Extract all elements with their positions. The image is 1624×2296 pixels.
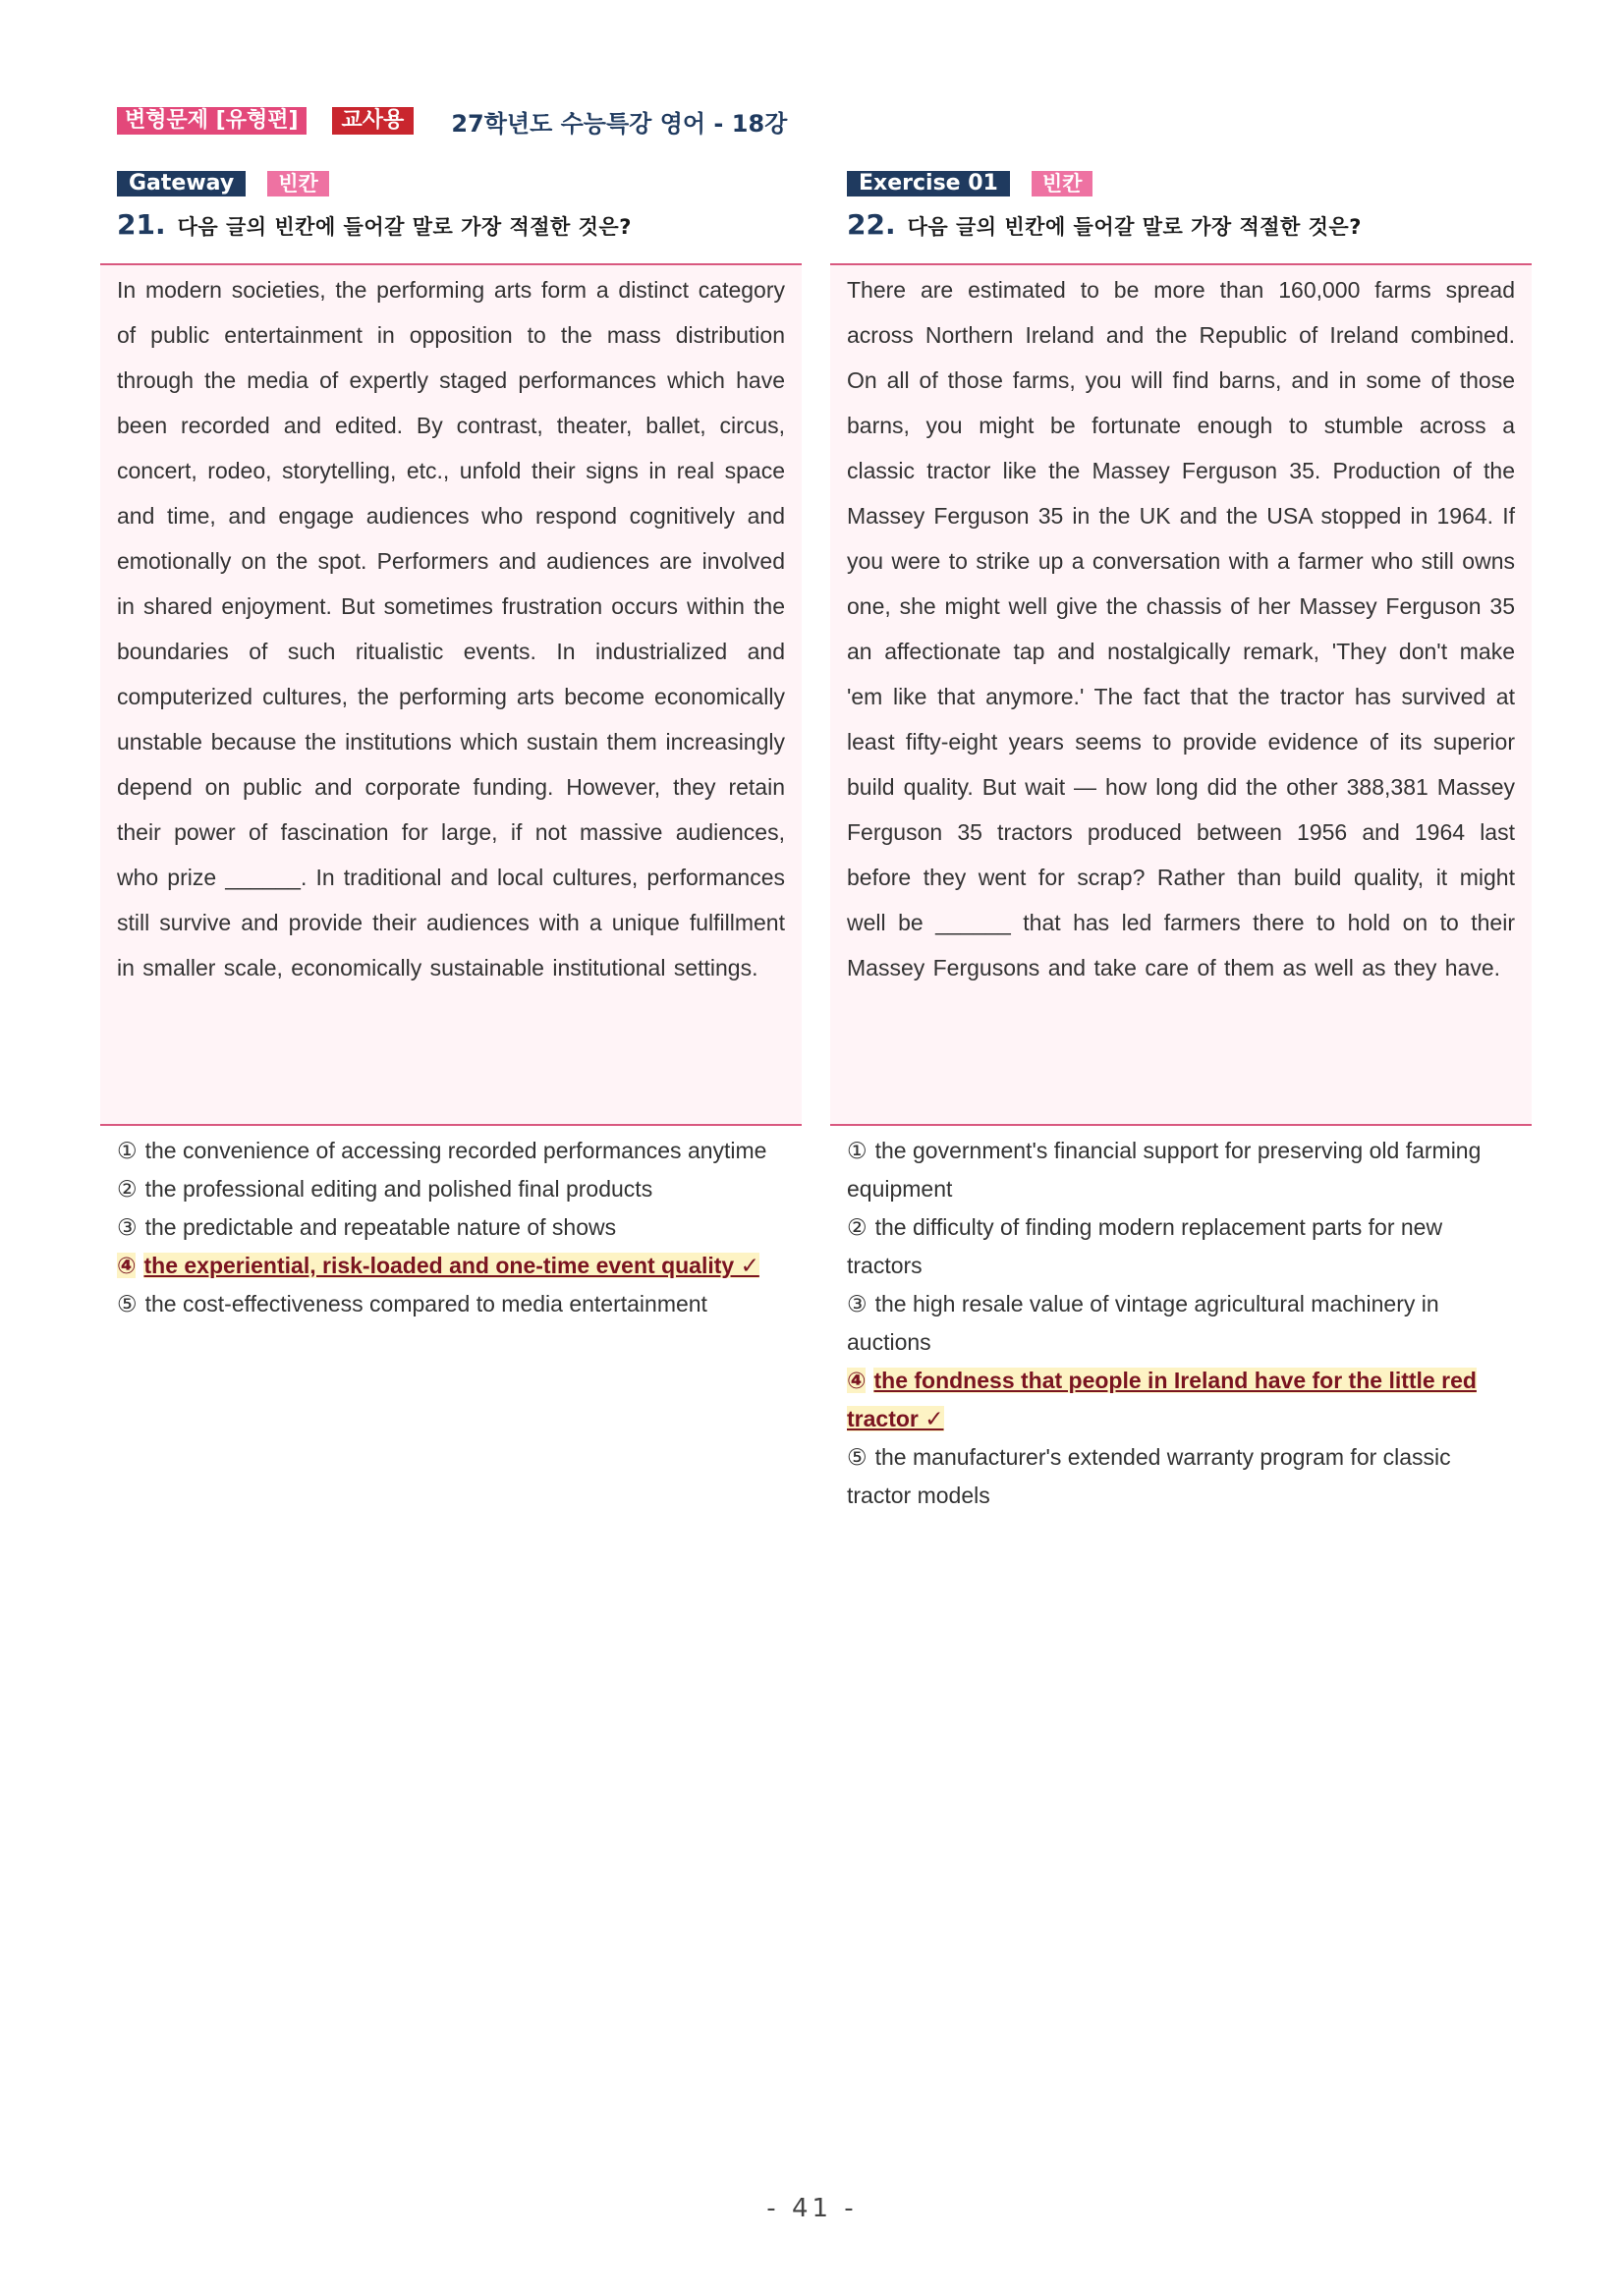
option-mark: ③ [847,1291,868,1316]
option-mark: ④ [847,1368,867,1393]
option-text: the professional editing and polished final products [144,1176,653,1202]
passage-box [830,263,1532,1126]
type-label: 빈칸 [1032,171,1093,196]
question-labels [830,169,1532,198]
option-5[interactable] [117,1285,785,1323]
question-prompt [100,208,802,248]
option-text: the predictable and repeatable nature of shows [144,1214,617,1240]
option-mark: ④ [117,1253,137,1278]
option-mark: ⑤ [117,1291,138,1316]
option-2[interactable] [117,1170,785,1208]
option-text: the fondness that people in Ireland have for the little red tractor ✓ [847,1368,1477,1431]
question-prompt [830,208,1532,248]
type-tag: 변형문제 [유형편] [117,107,307,135]
option-text: the convenience of accessing recorded performances anytime [144,1138,767,1163]
page-title: 27학년도 수능특강 영어 - 18강 [451,109,788,138]
question-text: 다음 글의 빈칸에 들어갈 말로 가장 적절한 것은? [907,215,1362,239]
question-labels [100,169,802,198]
section-label: Gateway [117,171,246,196]
type-label: 빈칸 [267,171,329,196]
option-5[interactable] [847,1438,1515,1515]
option-3[interactable] [117,1208,785,1247]
option-mark: ③ [117,1214,138,1240]
passage-text: In modern societies, the performing arts form a distinct category of public entertainment in opposition to the mass distribution through the media of expertly staged performances which have been recorded and edited. By contrast, theater, ballet, circus, concert, rodeo, storytelling, etc., unfold their signs in real space and time, and engage audiences who respond cognitively and emotionally on the spot. Performers and audiences are involved in shared enjoyment. But sometimes frustration occurs within the boundaries of such ritualistic events. In industrialized and computerized cultures, the performing arts become economically unstable because the institutions which sustain them increasingly depend on public and corporate funding. However, they retain their power of fascination for large, if not massive audiences, who prize ______. In traditional and local cultures, performances still survive and provide their audiences with a unique fulfillment in smaller scale, economically sustainable institutional settings. [117,277,785,980]
option-3[interactable] [847,1285,1515,1362]
option-text: the government's financial support for preserving old farming equipment [847,1138,1482,1202]
option-2[interactable] [847,1208,1515,1285]
section-label: Exercise 01 [847,171,1010,196]
question-22-column [830,169,1532,1515]
option-mark: ① [847,1138,868,1163]
option-mark: ① [117,1138,138,1163]
option-1[interactable] [847,1132,1515,1208]
option-text: the experiential, risk-loaded and one-time event quality ✓ [143,1253,759,1278]
option-text: the manufacturer's extended warranty program for classic tractor models [847,1444,1451,1508]
option-4-correct[interactable] [117,1247,785,1285]
option-mark: ⑤ [847,1444,868,1470]
passage-text: There are estimated to be more than 160,000 farms spread across Northern Ireland and the Republic of Ireland combined. On all of those farms, you will find barns, and in some of those barns, you might be fortunate enough to stumble across a classic tractor like the Massey Ferguson 35. Production of the Massey Ferguson 35 in the UK and the USA stopped in 1964. If you were to strike up a conversation with a farmer who still owns one, she might well give the chassis of her Massey Ferguson 35 an affectionate tap and nostalgically remark, 'They don't make 'em like that anymore.' The fact that the tractor has survived at least fifty-eight years seems to provide evidence of its superior build quality. But wait — how long did the other 388,381 Massey Ferguson 35 tractors produced between 1956 and 1964 last before they went for scrap? Rather than build quality, it might well be ______ that has led farmers there to hold on to their Massey Fergusons and take care of them as well as they have. [847,277,1515,980]
option-1[interactable] [117,1132,785,1170]
question-number: 21. [117,208,166,241]
question-21-column [100,169,802,1323]
audience-tag: 교사용 [332,107,415,135]
option-text: the cost-effectiveness compared to media entertainment [144,1291,707,1316]
question-number: 22. [847,208,896,241]
question-text: 다음 글의 빈칸에 들어갈 말로 가장 적절한 것은? [177,215,632,239]
passage-box [100,263,802,1126]
page-number: - 41 - [766,2194,858,2223]
option-text: the high resale value of vintage agricultural machinery in auctions [847,1291,1439,1355]
option-text: the difficulty of finding modern replacement parts for new tractors [847,1214,1443,1278]
answer-options [100,1126,802,1323]
answer-options [830,1126,1532,1515]
option-mark: ② [847,1214,868,1240]
page-header [117,104,787,138]
option-4-correct[interactable] [847,1362,1515,1438]
option-mark: ② [117,1176,138,1202]
